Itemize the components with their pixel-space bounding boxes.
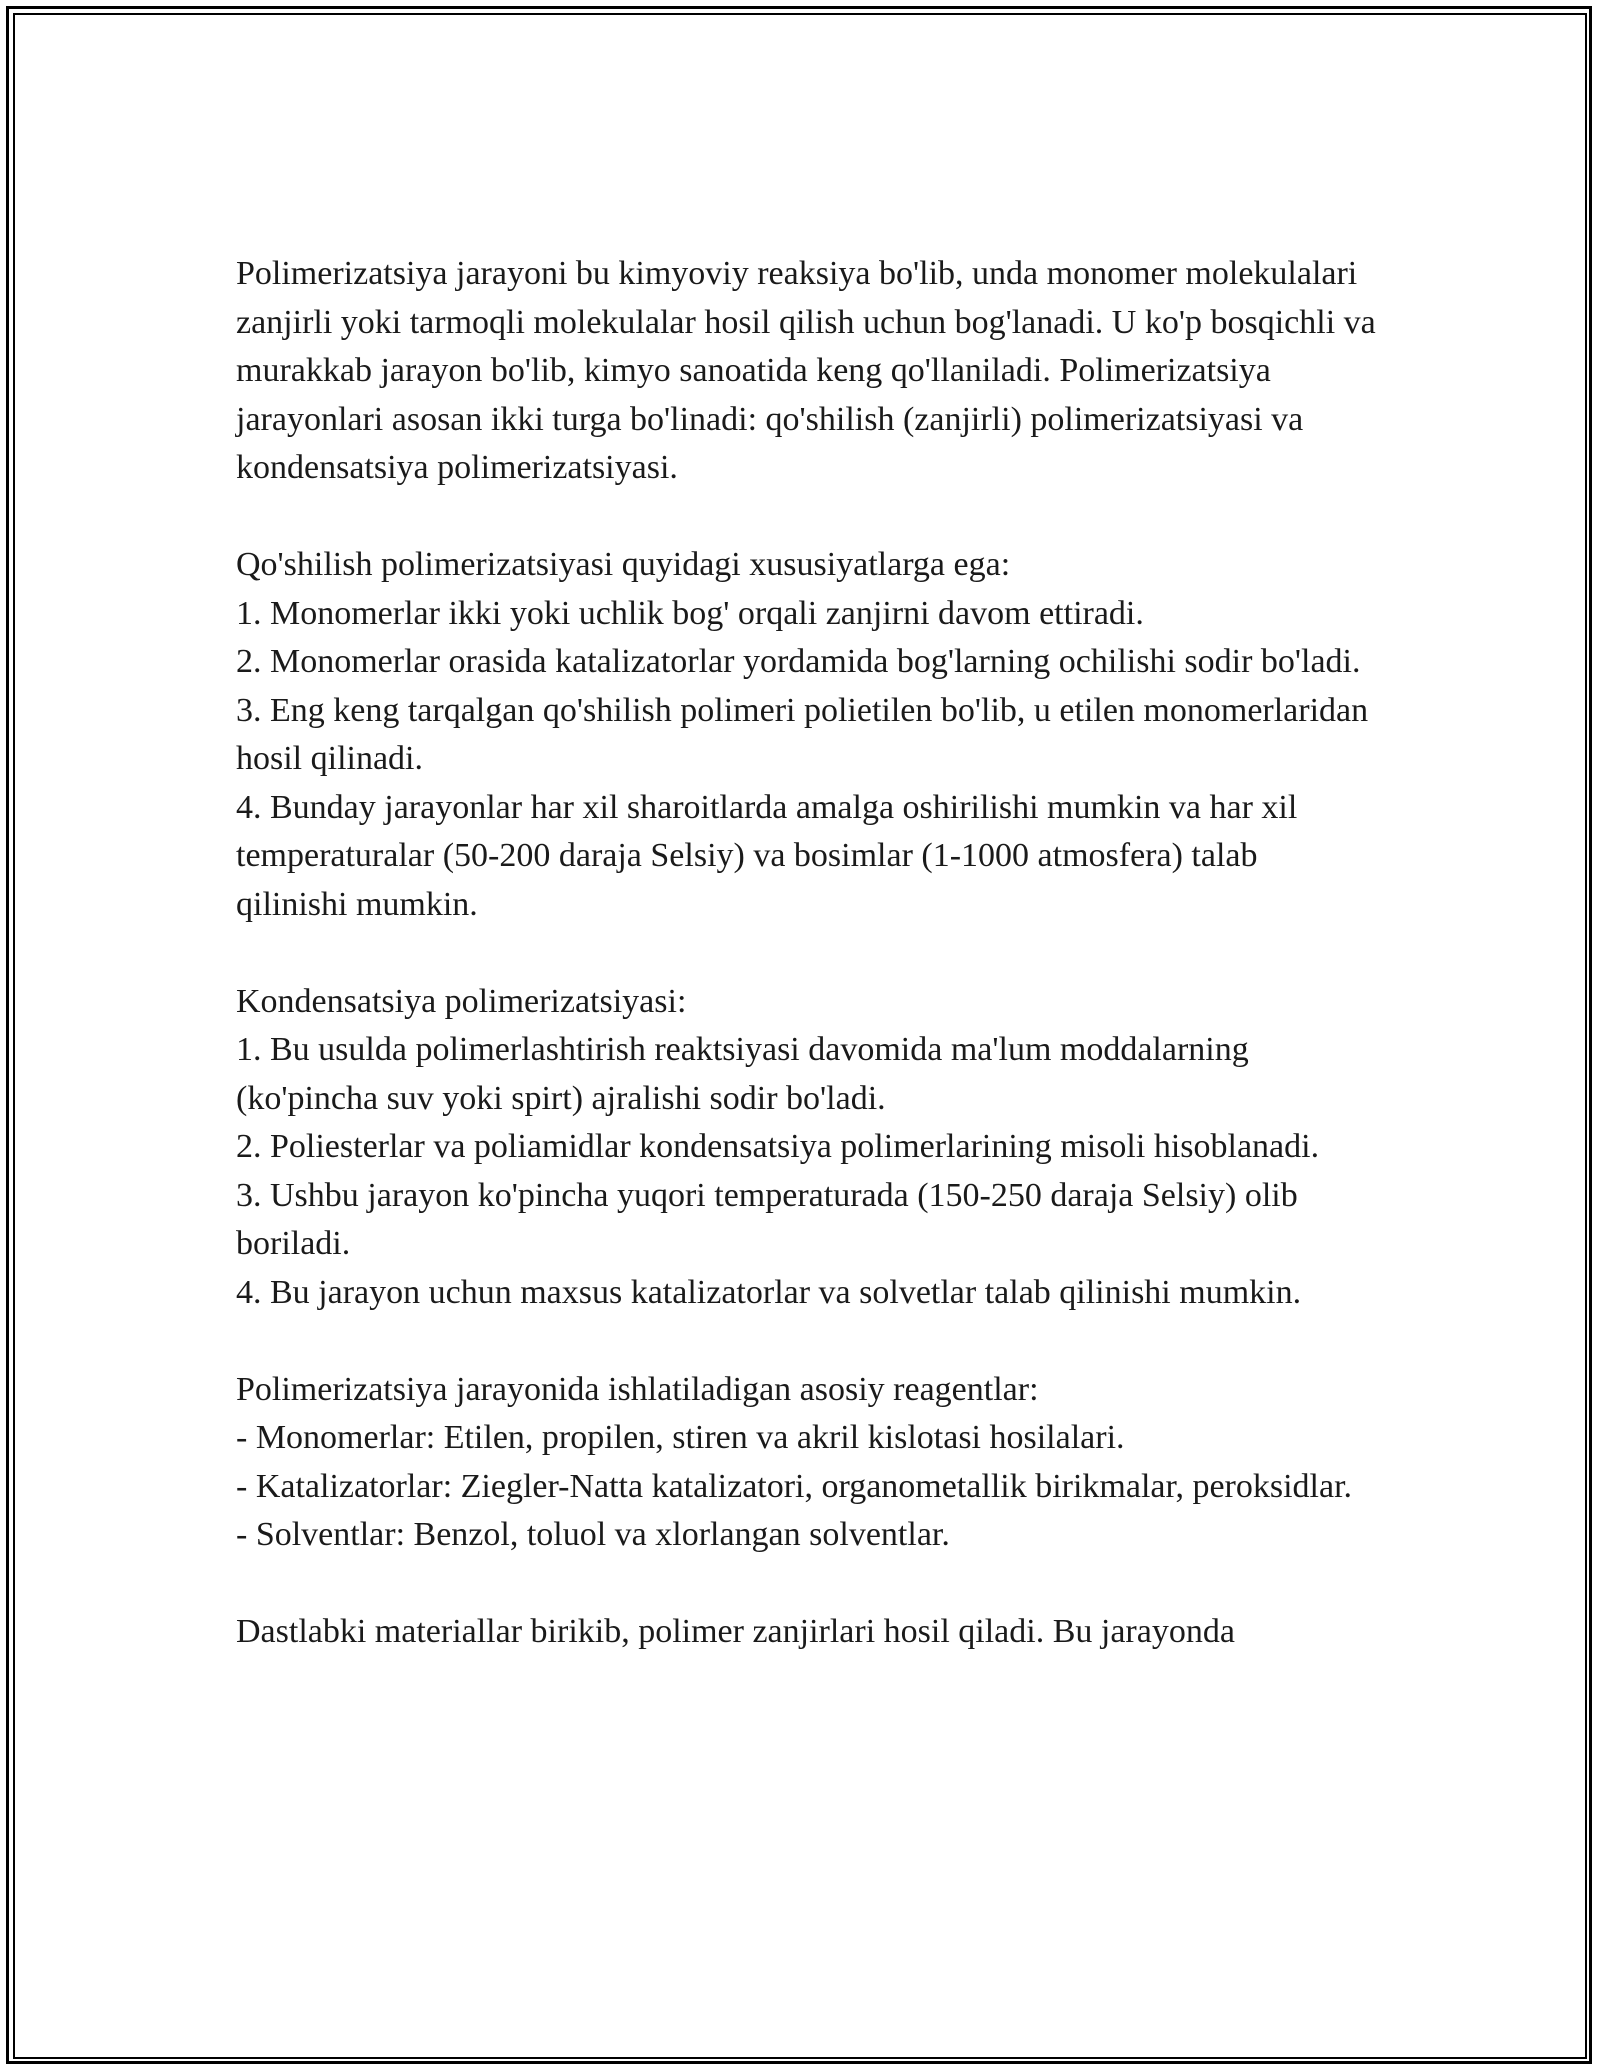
condensation-item-2: 2. Poliesterlar va poliamidlar kondensatsiya polimerlarining misoli hisoblanadi. <box>236 1128 1320 1165</box>
document-body <box>236 250 1376 1705</box>
reagents-heading: Polimerizatsiya jarayonida ishlatiladigan asosiy reagentlar: <box>236 1370 1039 1408</box>
addition-heading: Qo'shilish polimerizatsiyasi quyidagi xususiyatlarga ega: <box>236 546 1011 583</box>
addition-polymerization-section <box>236 541 1376 929</box>
condensation-heading: Kondensatsiya polimerizatsiyasi: <box>236 982 687 1020</box>
addition-item-1: 1. Monomerlar ikki yoki uchlik bog' orqali zanjirni davom ettiradi. <box>236 594 1144 632</box>
closing-paragraph: Dastlabki materiallar birikib, polimer zanjirlari hosil qiladi. Bu jarayonda <box>236 1613 1235 1650</box>
addition-item-4: 4. Bunday jarayonlar har xil sharoitlarda amalga oshirilishi mumkin va har xil temperaturalar (50-200 daraja Selsiy) va bosimlar (1-1000 atmosfera) talab qilinishi mumkin. <box>236 788 1306 923</box>
reagents-item-solvents: - Solventlar: Benzol, toluol va xlorlangan solventlar. <box>236 1516 950 1553</box>
condensation-polymerization-section <box>236 978 1376 1318</box>
addition-item-3: 3. Eng keng tarqalgan qo'shilish polimeri polietilen bo'lib, u etilen monomerlaridan hosil qilinadi. <box>236 691 1377 777</box>
reagents-item-monomers: - Monomerlar: Etilen, propilen, stiren va akril kislotasi hosilalari. <box>236 1419 1125 1456</box>
reagents-section <box>236 1366 1376 1560</box>
condensation-item-4: 4. Bu jarayon uchun maxsus katalizatorlar va solvetlar talab qilinishi mumkin. <box>236 1273 1302 1311</box>
addition-item-2: 2. Monomerlar orasida katalizatorlar yordamida bog'larning ochilishi sodir bo'ladi. <box>236 643 1361 680</box>
reagents-item-catalysts: - Katalizatorlar: Ziegler-Natta katalizatori, organometallik birikmalar, peroksidlar. <box>236 1467 1353 1505</box>
condensation-item-3: 3. Ushbu jarayon ko'pincha yuqori temperaturada (150-250 daraja Selsiy) olib boriladi. <box>236 1176 1307 1262</box>
condensation-item-1: 1. Bu usulda polimerlashtirish reaktsiyasi davomida ma'lum moddalarning (ko'pincha suv yoki spirt) ajralishi sodir bo'ladi. <box>236 1031 1258 1117</box>
intro-paragraph: Polimerizatsiya jarayoni bu kimyoviy reaksiya bo'lib, unda monomer molekulalari zanjirli yoki tarmoqli molekulalar hosil qilish uchun bog'lanadi. U ko'p bosqichli va murakkab jarayon bo'lib, kimyo sanoatida keng qo'llaniladi. Polimerizatsiya jarayonlari asosan ikki turga bo'linadi: qo'shilish (zanjirli) polimerizatsiyasi va kondensatsiya polimerizatsiyasi. <box>236 255 1376 486</box>
